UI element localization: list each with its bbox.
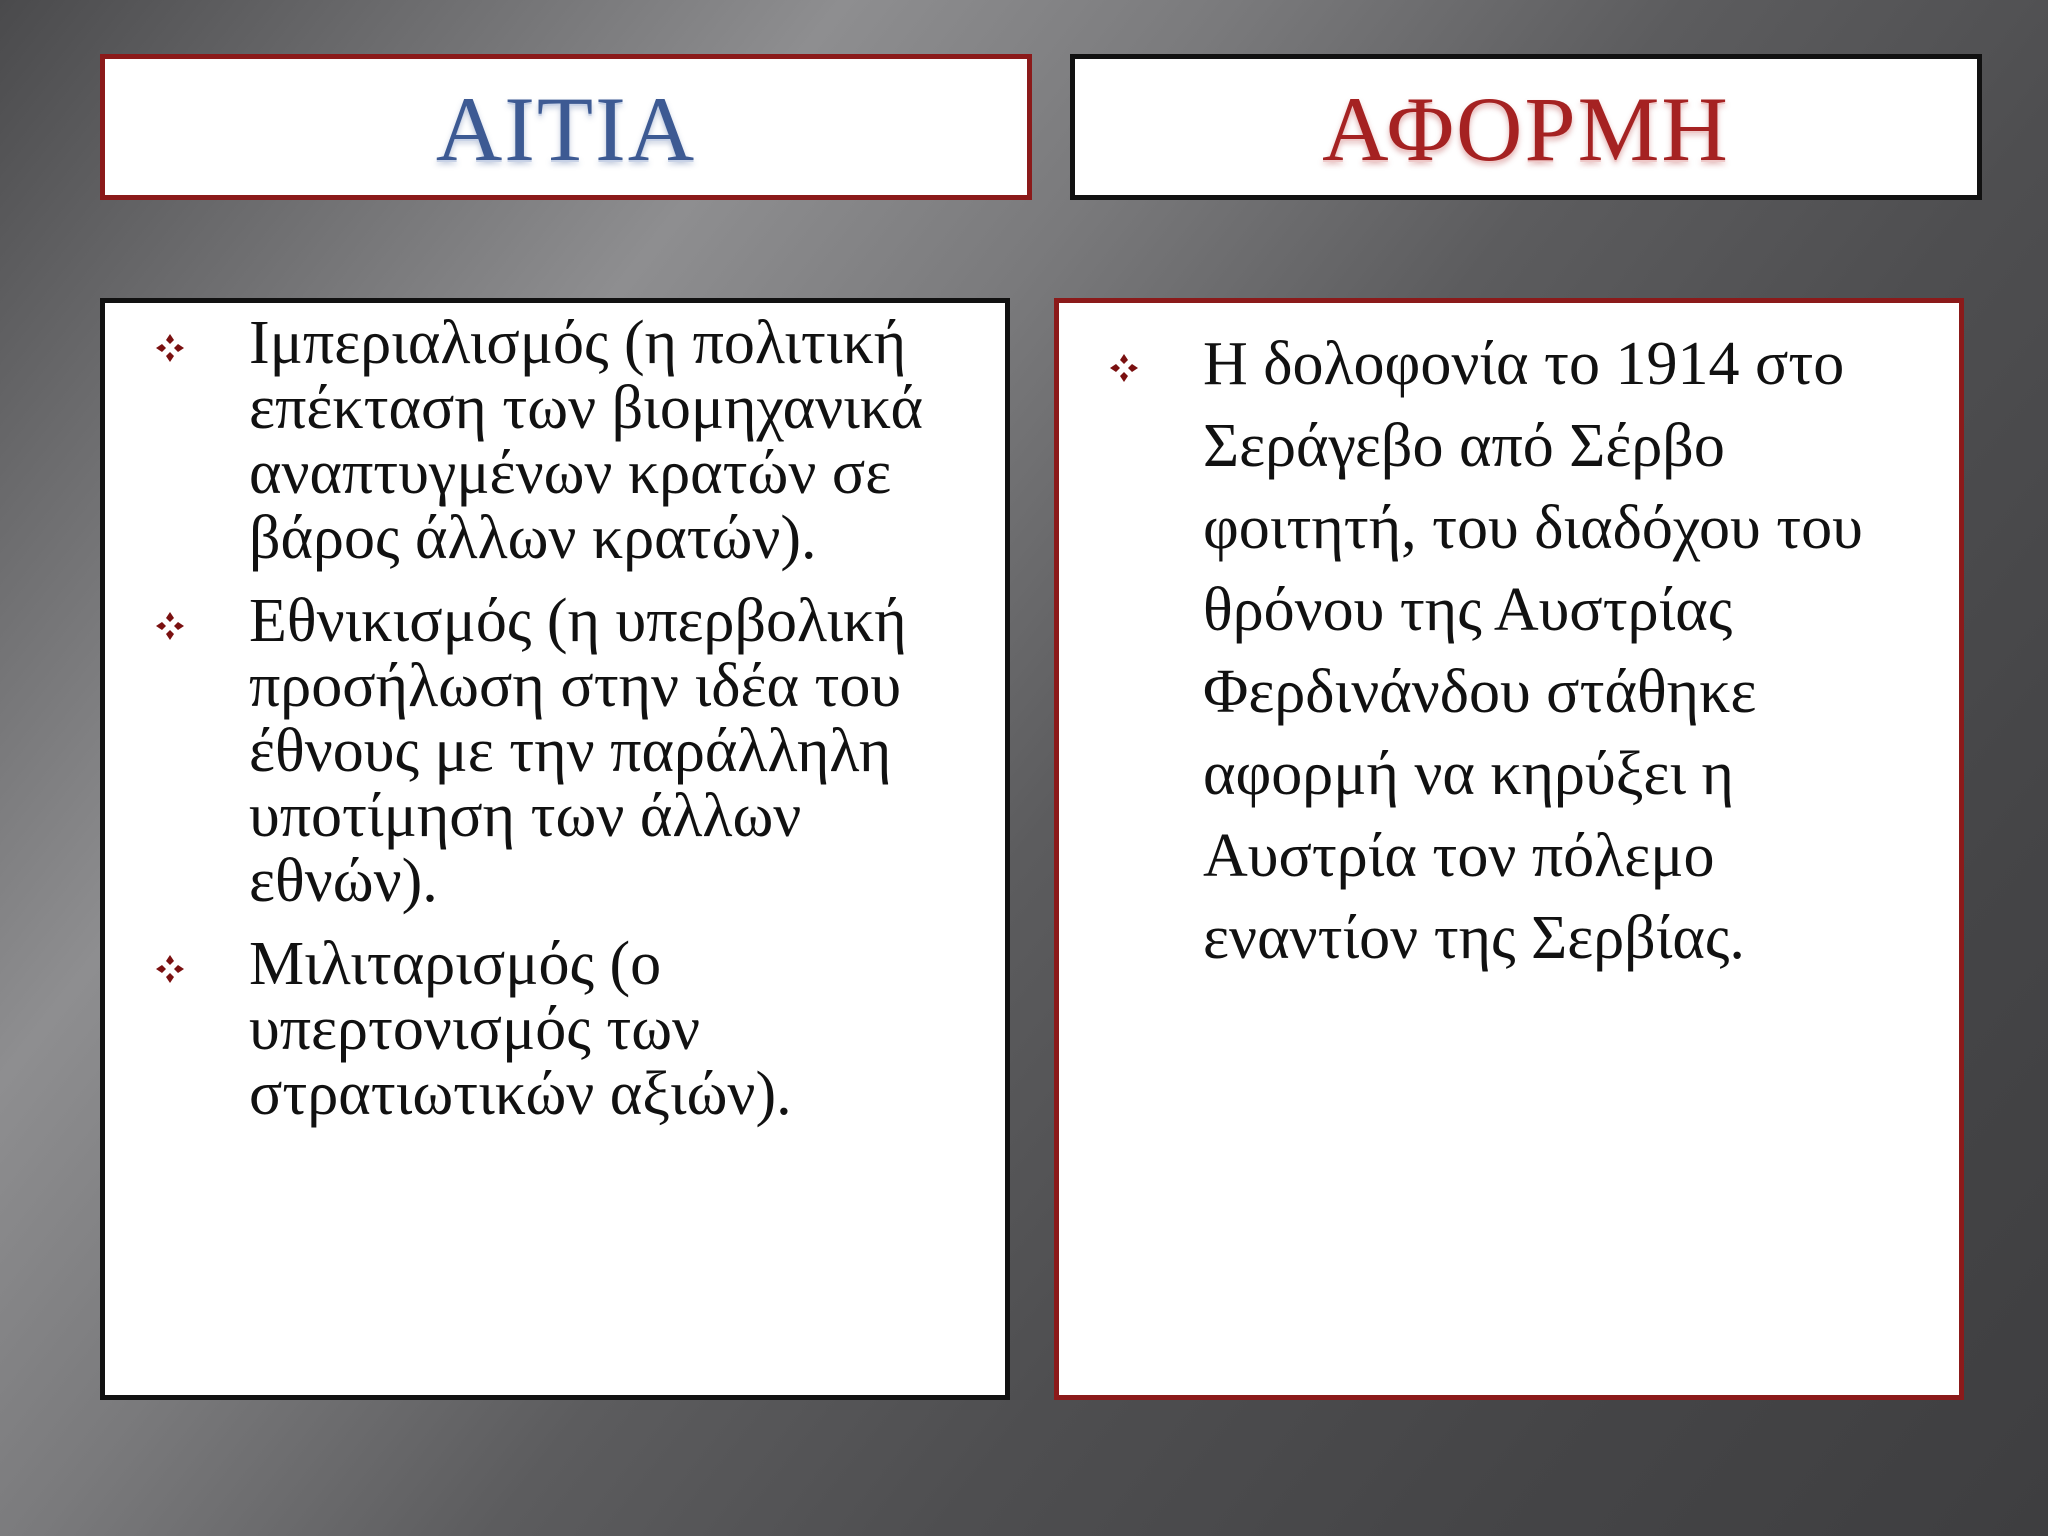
cause-text: Εθνικισμός (η υπερβολική προσήλωση στην ιδέα του έθνους με την παράλληλη υποτίμηση των άλλων εθνών).	[249, 587, 907, 915]
left-title-box	[100, 54, 1032, 200]
diamond-bullet-icon	[1109, 353, 1139, 383]
list-item	[149, 311, 975, 571]
causes-box	[100, 298, 1010, 1400]
list-item	[149, 589, 975, 914]
trigger-list	[1103, 323, 1929, 979]
list-item	[1103, 323, 1929, 979]
list-item	[149, 932, 975, 1127]
right-title-box	[1070, 54, 1982, 200]
diamond-bullet-icon	[155, 611, 185, 641]
diamond-bullet-icon	[155, 954, 185, 984]
cause-text: Ιμπεριαλισμός (η πολιτική επέκταση των βιομηχανικά αναπτυγμένων κρατών σε βάρος άλλων κρατών).	[249, 309, 924, 572]
diamond-bullet-icon	[155, 333, 185, 363]
trigger-text: Η δολοφονία το 1914 στο Σεράγεβο από Σέρβο φοιτητή, του διαδόχου του θρόνου της Αυστρίας Φερδινάνδου στάθηκε αφορμή να κηρύξει η Αυστρία τον πόλεμο εναντίον της Σερβίας.	[1203, 330, 1863, 972]
left-title: ΑΙΤΙΑ	[435, 78, 697, 180]
cause-text: Μιλιταρισμός (ο υπερτονισμός των στρατιωτικών αξιών).	[249, 930, 792, 1128]
trigger-box	[1054, 298, 1964, 1400]
causes-list	[149, 311, 975, 1127]
right-title: ΑΦΟΡΜΗ	[1322, 78, 1730, 180]
